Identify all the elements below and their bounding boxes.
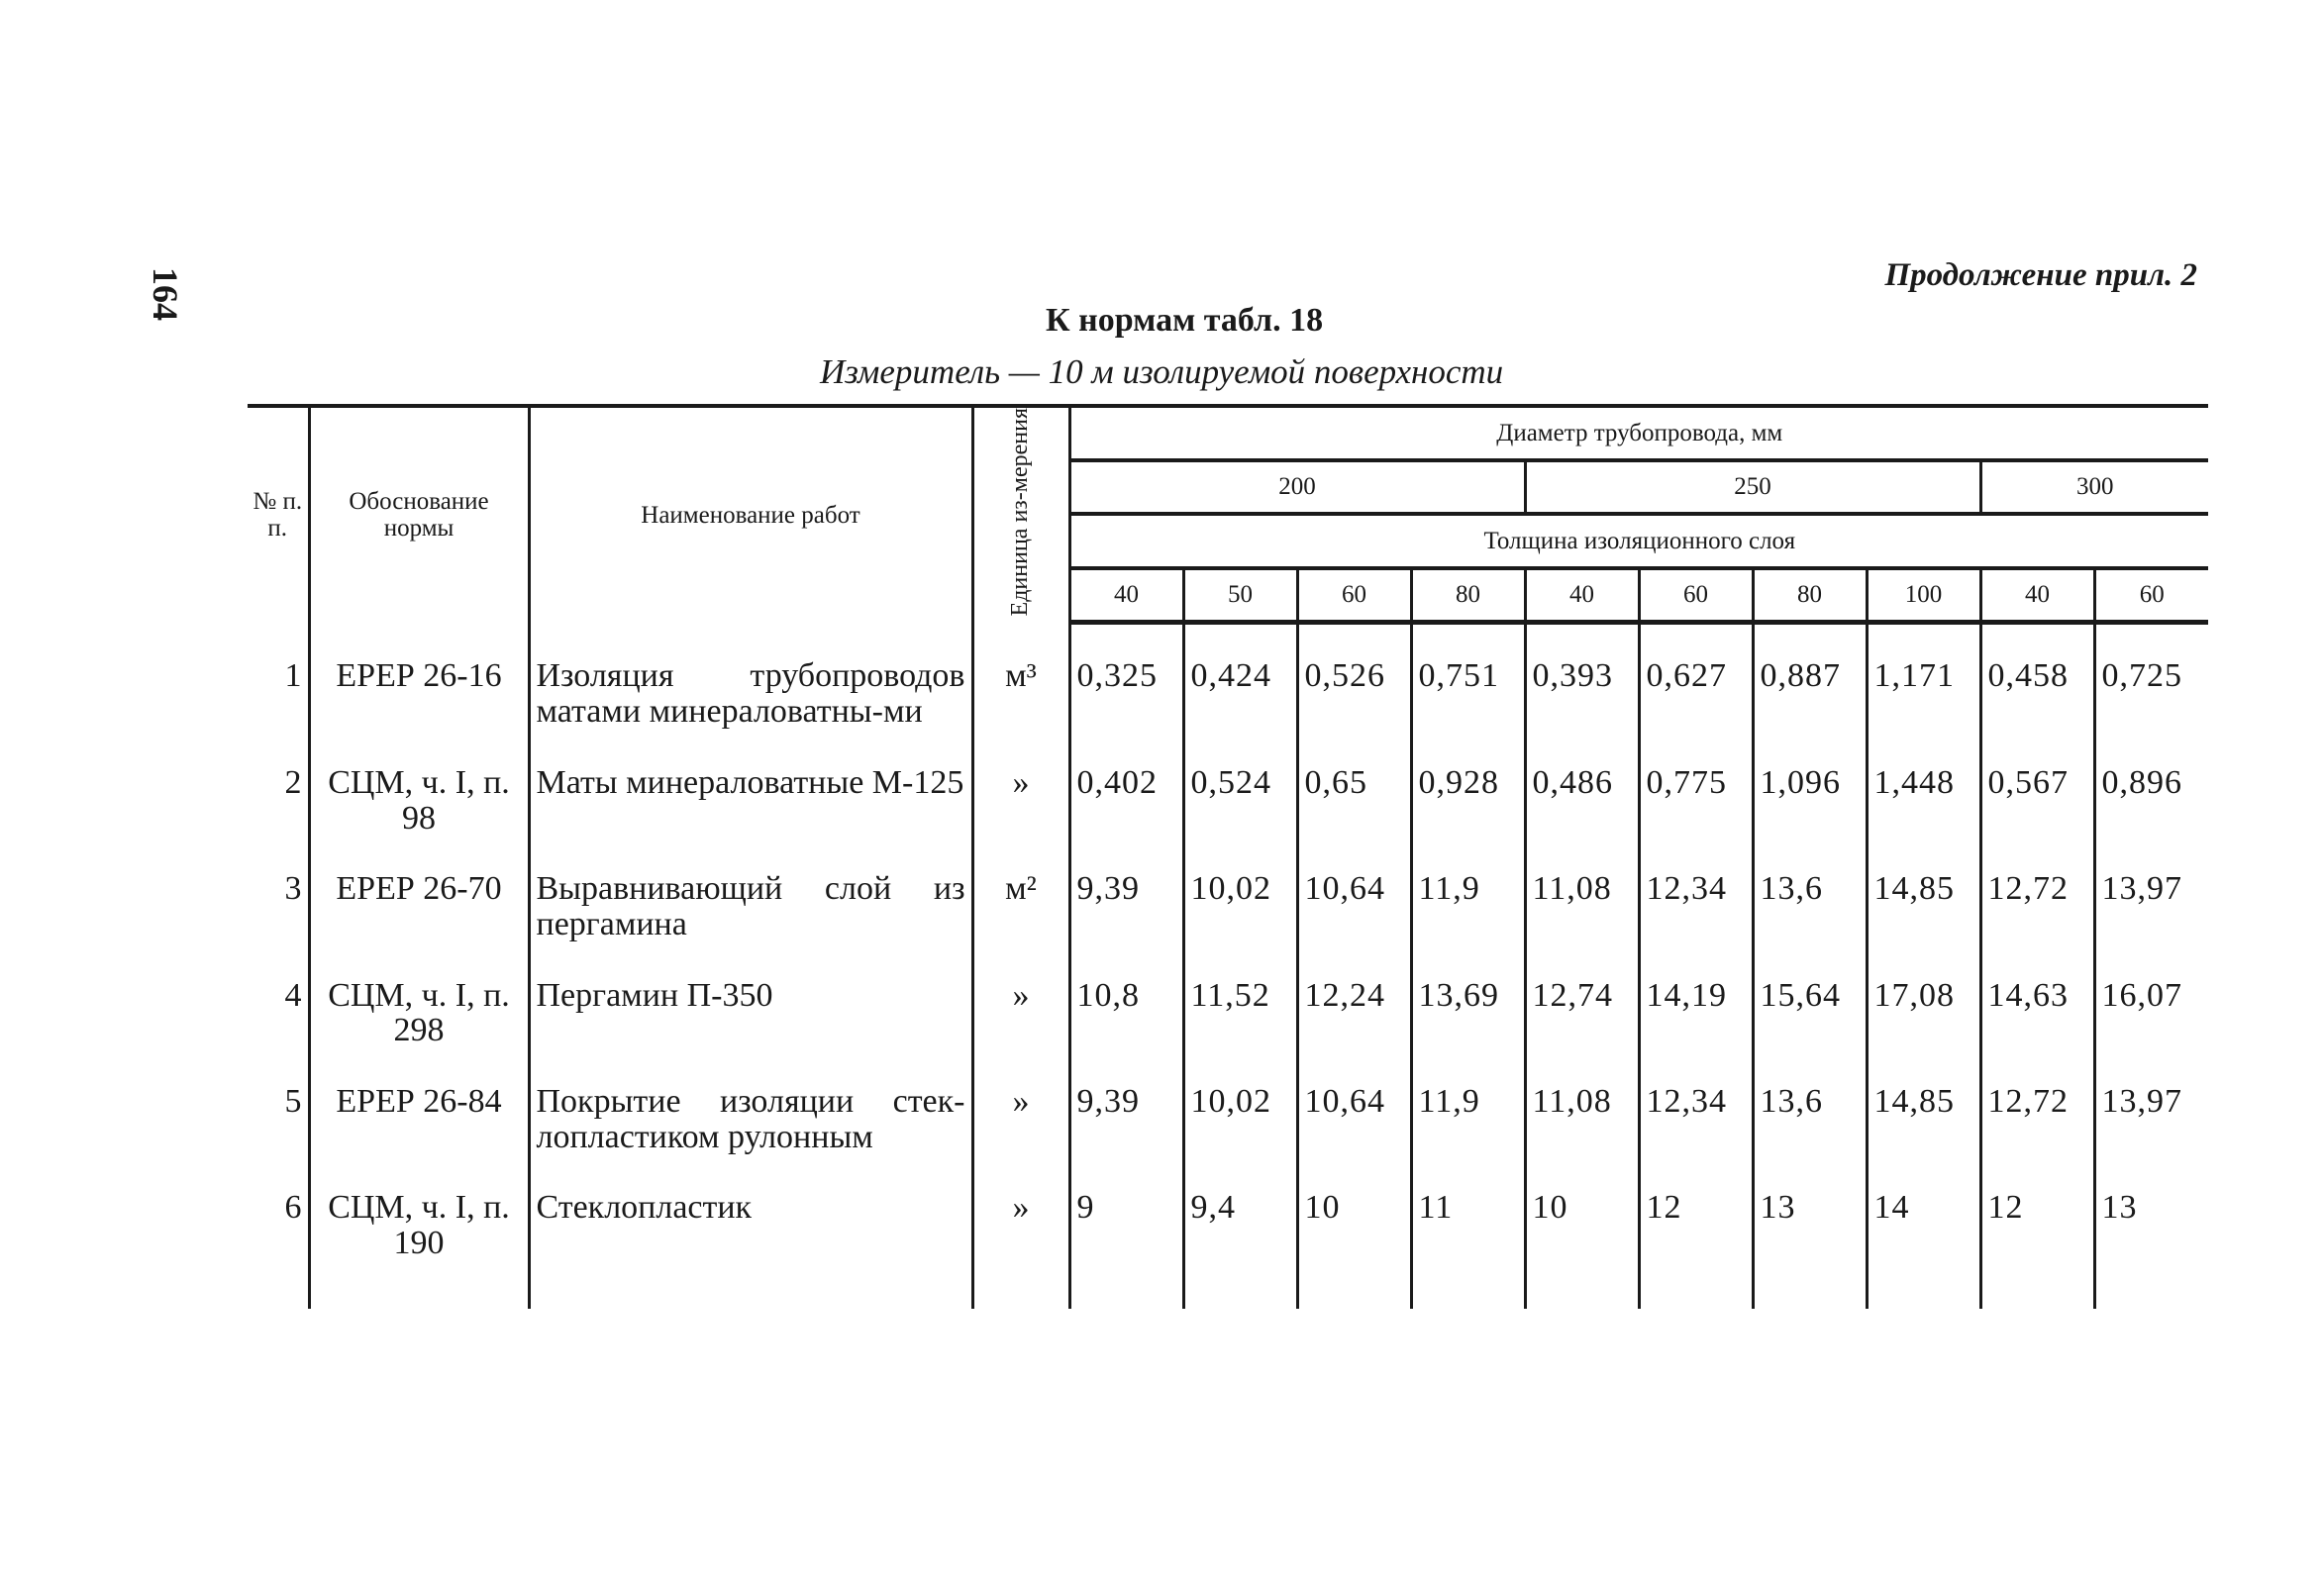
row-value: 10 <box>1297 1182 1411 1288</box>
row-basis: ЕРЕР 26-84 <box>309 1076 529 1182</box>
row-number: 5 <box>284 1082 302 1120</box>
header-thickness-value: 40 <box>1069 568 1183 623</box>
header-basis: Обоснование нормы <box>309 406 529 623</box>
row-value: 1,096 <box>1753 757 1867 863</box>
row-unit: » <box>972 970 1069 1076</box>
header-thickness: Толщина изоляционного слоя <box>1069 514 2208 568</box>
row-value: 0,524 <box>1183 757 1297 863</box>
row-number: 4 <box>284 976 302 1014</box>
row-work-name: Покрытие изоляции стек-лопластиком рулонным <box>529 1076 972 1182</box>
row-value: 12,34 <box>1639 1076 1753 1182</box>
header-thickness-value: 60 <box>1639 568 1753 623</box>
row-value: 0,567 <box>1980 757 2094 863</box>
row-unit: » <box>972 1076 1069 1182</box>
row-number: 2 <box>284 763 302 801</box>
row-value: 10,02 <box>1183 1076 1297 1182</box>
row-work-name: Маты минераловатные М-125 <box>529 757 972 863</box>
row-value: 0,725 <box>2094 650 2208 756</box>
row-value: 0,402 <box>1069 757 1183 863</box>
row-value: 16,07 <box>2094 970 2208 1076</box>
row-value: 10 <box>1525 1182 1639 1288</box>
row-value: 13 <box>2094 1182 2208 1288</box>
row-unit: » <box>972 1182 1069 1288</box>
table-row <box>248 650 2208 756</box>
row-basis: СЦМ, ч. I, п. 298 <box>309 970 529 1076</box>
row-value: 0,65 <box>1297 757 1411 863</box>
row-value: 11,9 <box>1411 863 1525 969</box>
row-number: 1 <box>284 657 302 695</box>
header-diameter-250: 250 <box>1525 460 1980 515</box>
row-work-name: Пергамин П-350 <box>529 970 972 1076</box>
row-value: 0,751 <box>1411 650 1525 756</box>
row-value: 13 <box>1753 1182 1867 1288</box>
row-value: 9,39 <box>1069 1076 1183 1182</box>
table-meter: Измеритель — 10 м изолируемой поверхности <box>820 352 1504 391</box>
row-value: 12 <box>1639 1182 1753 1288</box>
table-row <box>248 863 2208 969</box>
row-value: 17,08 <box>1867 970 1980 1076</box>
table-row <box>248 1182 2208 1288</box>
header-unit-label: Единица из-мерения <box>1007 408 1034 617</box>
row-value: 10,64 <box>1297 863 1411 969</box>
row-value: 0,393 <box>1525 650 1639 756</box>
row-value: 13,97 <box>2094 863 2208 969</box>
header-thickness-value: 60 <box>2094 568 2208 623</box>
row-value: 1,448 <box>1867 757 1980 863</box>
table-title: К нормам табл. 18 <box>1046 302 1324 339</box>
header-thickness-value: 80 <box>1753 568 1867 623</box>
page-number: 164 <box>146 267 185 321</box>
row-value: 14,85 <box>1867 1076 1980 1182</box>
row-number: 3 <box>284 870 302 908</box>
table-row <box>248 757 2208 863</box>
row-value: 15,64 <box>1753 970 1867 1076</box>
row-value: 0,887 <box>1753 650 1867 756</box>
row-value: 13,6 <box>1753 1076 1867 1182</box>
header-diameter-200: 200 <box>1069 460 1525 515</box>
row-basis: ЕРЕР 26-16 <box>309 650 529 756</box>
row-basis: СЦМ, ч. I, п. 98 <box>309 757 529 863</box>
row-value: 12,72 <box>1980 863 2094 969</box>
row-basis: СЦМ, ч. I, п. 190 <box>309 1182 529 1288</box>
row-value: 0,458 <box>1980 650 2094 756</box>
row-value: 9,4 <box>1183 1182 1297 1288</box>
row-value: 10,8 <box>1069 970 1183 1076</box>
row-value: 9,39 <box>1069 863 1183 969</box>
header-work: Наименование работ <box>529 406 972 623</box>
row-value: 12,34 <box>1639 863 1753 969</box>
row-value: 10,64 <box>1297 1076 1411 1182</box>
row-work-name: Стеклопластик <box>529 1182 972 1288</box>
header-thickness-value: 100 <box>1867 568 1980 623</box>
norms-table <box>248 404 2208 1309</box>
row-value: 11,08 <box>1525 1076 1639 1182</box>
row-value: 12,24 <box>1297 970 1411 1076</box>
continuation-note: Продолжение прил. 2 <box>1884 257 2197 293</box>
header-thickness-value: 60 <box>1297 568 1411 623</box>
row-work-name: Изоляция трубопроводов матами минераловатны-ми <box>529 650 972 756</box>
row-value: 10,02 <box>1183 863 1297 969</box>
row-value: 0,775 <box>1639 757 1753 863</box>
row-value: 13,97 <box>2094 1076 2208 1182</box>
table-row <box>248 1076 2208 1182</box>
header-thickness-value: 50 <box>1183 568 1297 623</box>
row-number: 6 <box>284 1189 302 1227</box>
row-value: 12,72 <box>1980 1076 2094 1182</box>
row-value: 12 <box>1980 1182 2094 1288</box>
row-basis: ЕРЕР 26-70 <box>309 863 529 969</box>
row-value: 13,69 <box>1411 970 1525 1076</box>
header-diameter: Диаметр трубопровода, мм <box>1069 406 2208 460</box>
header-diameter-300: 300 <box>1980 460 2208 515</box>
header-thickness-value: 40 <box>1525 568 1639 623</box>
row-value: 12,74 <box>1525 970 1639 1076</box>
row-unit: » <box>972 757 1069 863</box>
row-value: 0,627 <box>1639 650 1753 756</box>
row-value: 14,63 <box>1980 970 2094 1076</box>
row-value: 13,6 <box>1753 863 1867 969</box>
header-unit <box>972 406 1069 623</box>
row-value: 0,325 <box>1069 650 1183 756</box>
row-value: 0,424 <box>1183 650 1297 756</box>
row-value: 11 <box>1411 1182 1525 1288</box>
row-value: 14,85 <box>1867 863 1980 969</box>
row-value: 0,526 <box>1297 650 1411 756</box>
header-thickness-value: 40 <box>1980 568 2094 623</box>
header-thickness-value: 80 <box>1411 568 1525 623</box>
row-value: 1,171 <box>1867 650 1980 756</box>
row-unit: м² <box>972 863 1069 969</box>
row-value: 0,928 <box>1411 757 1525 863</box>
row-value: 11,08 <box>1525 863 1639 969</box>
row-work-name: Выравнивающий слой из пергамина <box>529 863 972 969</box>
header-num: № п. п. <box>253 487 303 543</box>
row-value: 0,486 <box>1525 757 1639 863</box>
row-value: 9 <box>1069 1182 1183 1288</box>
row-value: 11,9 <box>1411 1076 1525 1182</box>
row-unit: м³ <box>972 650 1069 756</box>
table-row <box>248 970 2208 1076</box>
row-value: 0,896 <box>2094 757 2208 863</box>
row-value: 11,52 <box>1183 970 1297 1076</box>
row-value: 14,19 <box>1639 970 1753 1076</box>
row-value: 14 <box>1867 1182 1980 1288</box>
